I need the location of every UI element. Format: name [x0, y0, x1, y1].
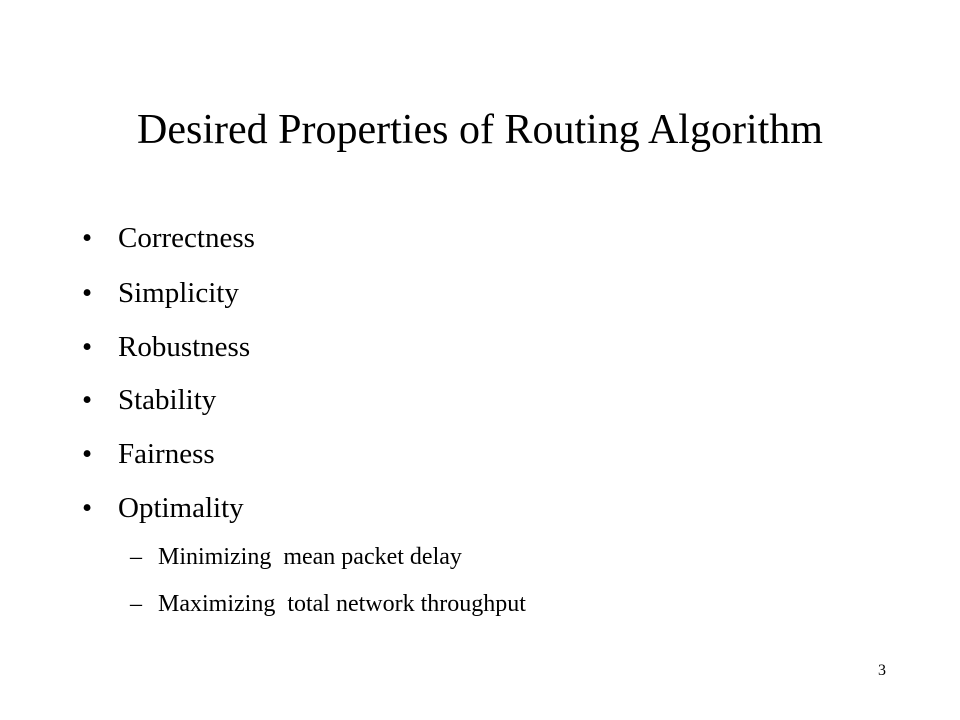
bullet-text: Optimality: [118, 492, 244, 524]
sub-bullet-text: Maximizing total network throughput: [158, 591, 526, 617]
bullet-dot-icon: •: [82, 492, 93, 524]
dash-icon: –: [130, 591, 142, 617]
bullet-dot-icon: •: [82, 277, 93, 309]
page-number: 3: [878, 662, 886, 679]
bullet-text: Simplicity: [118, 277, 239, 309]
bullet-dot-icon: •: [82, 222, 93, 254]
bullet-text: Correctness: [118, 222, 255, 254]
dash-icon: –: [130, 544, 142, 570]
bullet-dot-icon: •: [82, 438, 93, 470]
bullet-dot-icon: •: [82, 384, 93, 416]
bullet-text: Robustness: [118, 331, 251, 363]
bullet-text: Stability: [118, 384, 217, 416]
sub-bullet-text: Minimizing mean packet delay: [158, 544, 462, 570]
bullet-text: Fairness: [118, 438, 215, 470]
slide-title: Desired Properties of Routing Algorithm: [137, 107, 823, 153]
bullet-dot-icon: •: [82, 331, 93, 363]
